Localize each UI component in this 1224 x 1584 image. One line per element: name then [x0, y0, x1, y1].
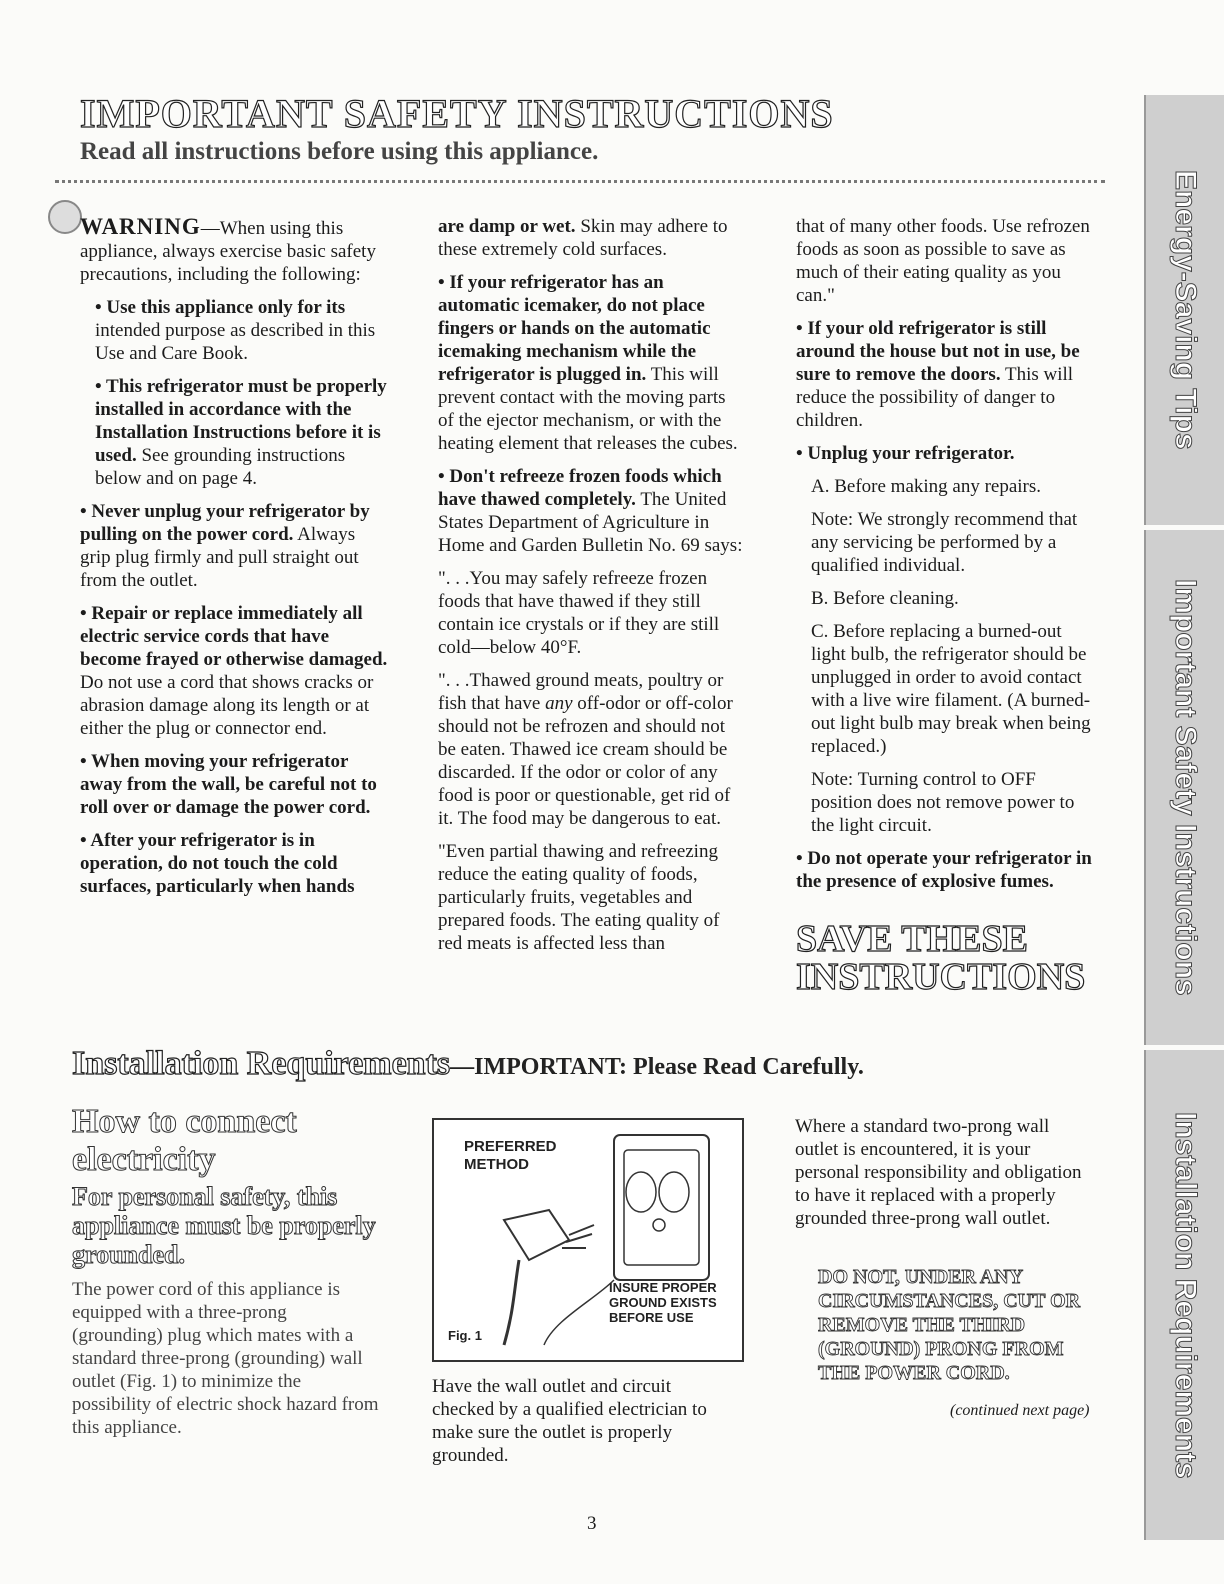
two-prong-paragraph: Where a standard two-prong wall outlet is encountered, it is your personal responsibility and obligation to have it replaced with a properly grounded three-prong wall outlet.: [795, 1116, 1082, 1229]
instruction-2-bold: • This refrigerator must be properly installed in accordance with the Installation Instructions before it is used.: [95, 376, 387, 466]
instruction-11: • Do not operate your refrigerator in the presence of explosive fumes.: [796, 848, 1092, 892]
instruction-7-bold: • If your refrigerator has an automatic icemaker, do not place fingers or hands on the automatic icemaking mechanism while the refrigerator is plugged in.: [438, 272, 711, 385]
page-title: IMPORTANT SAFETY INSTRUCTIONS: [80, 91, 834, 136]
installation-title: Installation Requirements: [72, 1045, 451, 1082]
column-2: [438, 215, 743, 965]
insure-line-3: BEFORE USE: [609, 1310, 694, 1325]
instruction-8-text: The United States Department of Agriculture in Home and Garden Bulletin No. 69 says:: [438, 489, 743, 556]
tab-label: Installation Requirements: [1169, 1111, 1202, 1479]
outlet-plate: [614, 1135, 709, 1280]
ground-wire: [544, 1280, 614, 1345]
instruction-6-text: Skin may adhere to these extremely cold surfaces.: [438, 216, 728, 260]
page-subtitle: Read all instructions before using this appliance.: [80, 138, 599, 165]
grounding-paragraph: The power cord of this appliance is equipped with a three-prong (grounding) plug which mates with a standard three-prong (grounding) wall outlet (Fig. 1) to minimize the possibility of electric shock hazard from this appliance.: [72, 1279, 379, 1438]
instruction-5-bold: • When moving your refrigerator away from the wall, be careful not to roll over or damage the power cord.: [80, 751, 377, 818]
unplug-a: A. Before making any repairs.: [811, 476, 1042, 497]
warning-icon: [48, 200, 82, 234]
figure-label: Fig. 1: [448, 1328, 482, 1343]
do-not-warning: DO NOT, UNDER ANY CIRCUMSTANCES, CUT OR REMOVE THE THIRD (GROUND) PRONG FROM THE POWER CORD.: [818, 1266, 1081, 1384]
save-instructions-heading: SAVE THESE INSTRUCTIONS: [796, 918, 1086, 998]
quote-2: [438, 669, 743, 830]
instruction-1-bold: • Use this appliance only for its: [95, 297, 346, 318]
instruction-7: [438, 271, 743, 455]
instruction-6: [80, 829, 390, 898]
warning-heading: WARNING: [80, 214, 201, 239]
instruction-2: [95, 375, 390, 490]
instruction-9-text: This will reduce the possibility of danger to children.: [796, 364, 1074, 431]
instruction-4-text: Do not use a cord that shows cracks or abrasion damage along its length or at either the plug or connector end.: [80, 672, 374, 739]
preferred-line-1: PREFERRED: [464, 1138, 557, 1155]
quote-2-em: any: [545, 693, 573, 714]
plug-body: [504, 1210, 569, 1260]
instruction-6-bold: • After your refrigerator is in operation, do not touch the cold surfaces, particularly when hands: [80, 830, 355, 897]
personal-safety-heading: For personal safety, this appliance must be properly grounded.: [72, 1182, 376, 1269]
continued-note: (continued next page): [950, 1402, 1090, 1419]
insure-line-1: INSURE PROPER: [609, 1280, 717, 1295]
tab-label: Important Safety Instructions: [1169, 579, 1202, 996]
note-1: Note: We strongly recommend that any servicing be performed by a qualified individual.: [811, 509, 1078, 576]
how-to-connect-heading: How to connect electricity: [72, 1103, 297, 1178]
column-1: [80, 215, 390, 908]
tab-energy-saving-tips[interactable]: [1144, 95, 1224, 525]
quote-2-a: ". . .Thawed ground meats, poultry or fish that have: [438, 670, 724, 714]
instruction-8: [438, 465, 743, 557]
instruction-10: • Unplug your refrigerator.: [796, 443, 1015, 464]
power-cord: [504, 1260, 519, 1345]
figure-1: [432, 1118, 744, 1362]
warning-paragraph: [80, 215, 390, 286]
tab-installation-requirements[interactable]: [1144, 1050, 1224, 1540]
instruction-3-bold: • Never unplug your refrigerator by pulling on the power cord.: [80, 501, 370, 545]
instruction-3-text: Always grip plug firmly and pull straight out from the outlet.: [80, 524, 359, 591]
instruction-7-text: This will prevent contact with the moving parts of the ejector mechanism, or with the heating element that releases the cubes.: [438, 364, 738, 454]
unplug-b: B. Before cleaning.: [811, 588, 959, 609]
instruction-6-cont: [438, 215, 743, 261]
quote-1: ". . .You may safely refreeze frozen foods that have thawed if they still contain ice crystals or if they are still cold—below 40°F.: [438, 568, 720, 658]
instruction-5: [80, 750, 390, 819]
insure-ground-label: [609, 1280, 717, 1325]
instruction-3: [80, 500, 390, 592]
tab-important-safety[interactable]: [1144, 530, 1224, 1045]
insure-line-2: GROUND EXISTS: [609, 1295, 717, 1310]
quote-3: "Even partial thawing and refreezing reduce the eating quality of foods, particularly fruits, vegetables and prepared foods. The eating quality of red meats is affected less than: [438, 841, 720, 954]
quote-3-cont: that of many other foods. Use refrozen foods as soon as possible to save as much of their eating quality as you can.": [796, 216, 1090, 306]
quote-2-b: off-odor or off-color should not be refrozen and should not be eaten. Thawed ice cream should be discarded. If the odor or color of any food is poor or questionable, get rid of it. The food may be dangerous to eat.: [438, 693, 733, 829]
instruction-9: [796, 317, 1101, 432]
instruction-1-text: intended purpose as described in this Use and Care Book.: [95, 320, 376, 364]
instruction-4-bold: • Repair or replace immediately all electric service cords that have become frayed or otherwise damaged.: [80, 603, 388, 670]
unplug-c: C. Before replacing a burned-out light bulb, the refrigerator should be unplugged in order to avoid contact with a live wire filament. (A burned-out light bulb may break when being replaced.): [811, 621, 1091, 757]
figure-caption: Have the wall outlet and circuit checked by a qualified electrician to make sure the outlet is properly grounded.: [432, 1376, 707, 1466]
instruction-4: [80, 602, 390, 740]
header-divider: [55, 180, 1105, 183]
instruction-2-text: See grounding instructions below and on page 4.: [95, 445, 346, 489]
preferred-line-2: METHOD: [464, 1156, 529, 1173]
column-3: [796, 215, 1101, 903]
tab-label: Energy-Saving Tips: [1169, 170, 1202, 450]
installation-important: —IMPORTANT: Please Read Carefully.: [450, 1054, 864, 1080]
note-2: Note: Turning control to OFF position does not remove power to the light circuit.: [811, 769, 1075, 836]
instruction-6-bold-cont: are damp or wet.: [438, 216, 576, 237]
instruction-9-bold: • If your old refrigerator is still around the house but not in use, be sure to remove the doors.: [796, 318, 1080, 385]
instruction-8-bold: • Don't refreeze frozen foods which have thawed completely.: [438, 466, 722, 510]
instruction-1: [95, 296, 390, 365]
page-number: 3: [587, 1513, 597, 1534]
installation-heading: [72, 1045, 864, 1083]
warning-intro: —When using this appliance, always exercise basic safety precautions, including the following:: [80, 218, 376, 285]
